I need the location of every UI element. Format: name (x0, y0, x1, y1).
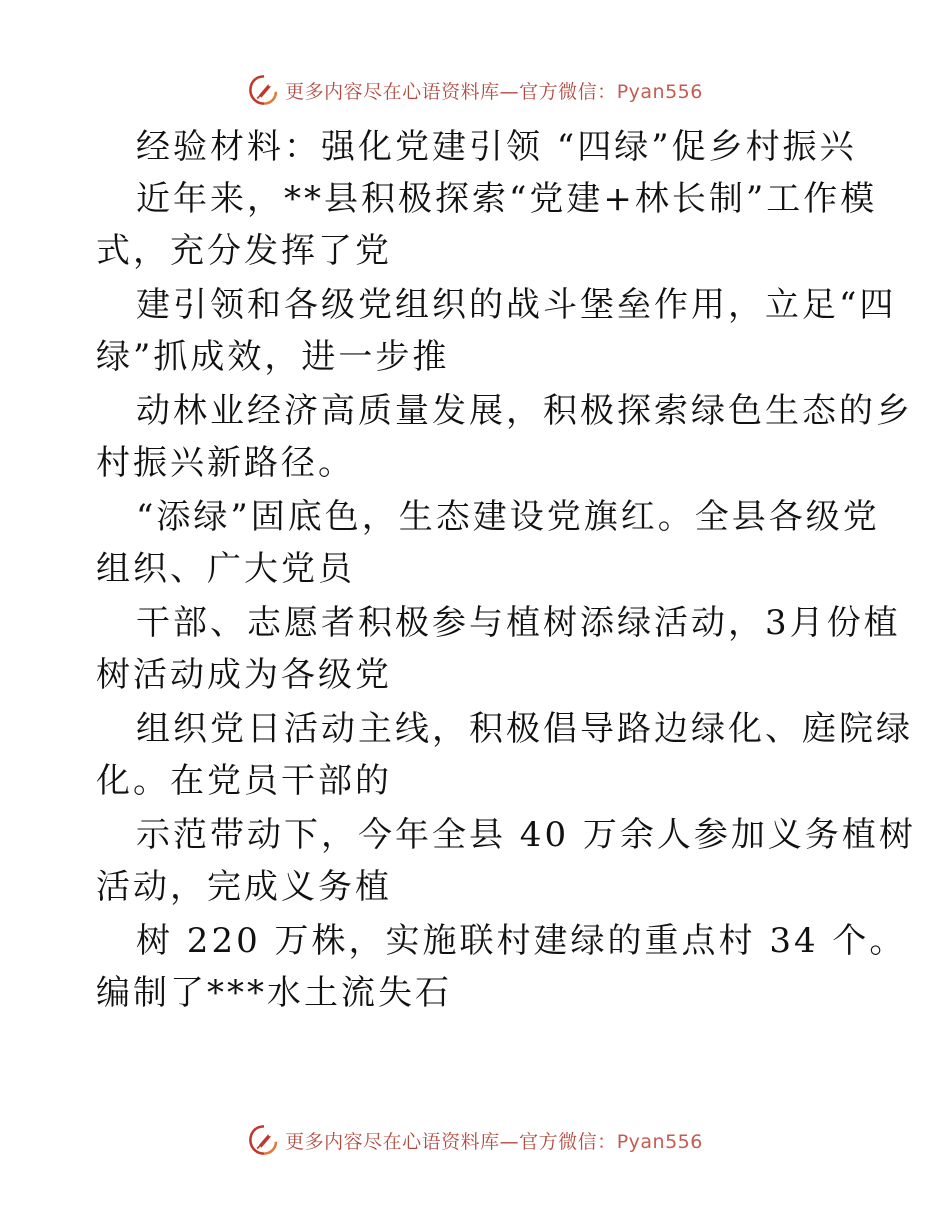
paragraph-line: 近年来，**县积极探索“党建+林长制”工作模 (136, 179, 878, 219)
paragraph-line: 动林业经济高质量发展，积极探索绿色生态的乡 (136, 391, 913, 431)
paragraph-line: 化。在党员干部的 (96, 761, 392, 801)
watermark-main: 更多内容尽在心语资料库 (285, 1130, 500, 1153)
watermark-banner-top (0, 70, 950, 110)
paragraph-line: 树活动成为各级党 (96, 655, 392, 695)
watermark-contact-id: Pyan556 (616, 80, 703, 103)
watermark-contact-label: 官方微信： (519, 80, 617, 103)
pen-swirl-logo-icon (247, 1123, 281, 1157)
paragraph-line: 绿”抓成效，进一步推 (96, 337, 450, 377)
paragraph-line: 式，充分发挥了党 (96, 231, 392, 271)
paragraph-line: 干部、志愿者积极参与植树添绿活动，3月份植 (136, 603, 901, 643)
document-body (96, 121, 916, 1019)
pen-swirl-logo-icon (247, 73, 281, 107)
watermark-text (285, 77, 703, 104)
paragraph-line: 组织、广大党员 (96, 549, 355, 589)
paragraph-line: 村振兴新路径。 (96, 443, 355, 483)
paragraph-line: 活动，完成义务植 (96, 867, 392, 907)
watermark-text (285, 1127, 703, 1154)
watermark-separator: — (499, 1130, 520, 1153)
paragraph-line: 树 220 万株，实施联村建绿的重点村 34 个。 (136, 921, 907, 961)
paragraph-line: 示范带动下，今年全县 40 万余人参加义务植树 (136, 815, 916, 855)
paragraph-line: 编制了***水土流失石 (96, 973, 452, 1013)
paragraph-line: “添绿”固底色，生态建设党旗红。全县各级党 (136, 497, 880, 537)
watermark-banner-bottom (0, 1120, 950, 1160)
watermark-main: 更多内容尽在心语资料库 (285, 80, 500, 103)
paragraph-line: 建引领和各级党组织的战斗堡垒作用，立足“四 (136, 285, 897, 325)
watermark-separator: — (499, 80, 520, 103)
document-title: 经验材料：强化党建引领 “四绿”促乡村振兴 (136, 127, 857, 167)
paragraph-line: 组织党日活动主线，积极倡导路边绿化、庭院绿 (136, 709, 913, 749)
watermark-contact-id: Pyan556 (616, 1130, 703, 1153)
watermark-contact-label: 官方微信： (519, 1130, 617, 1153)
